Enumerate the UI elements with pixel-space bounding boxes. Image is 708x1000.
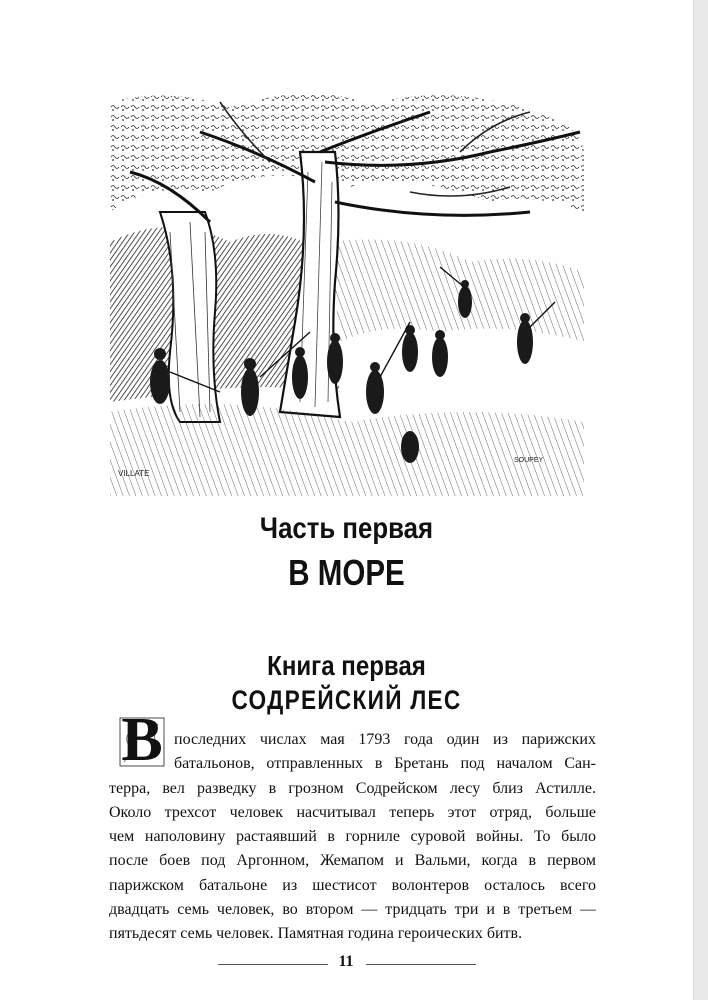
forest-engraving-icon [110, 92, 584, 496]
book-subtitle: СОДРЕЙСКИЙ ЛЕС [231, 685, 462, 715]
forest-engraving-illustration [110, 92, 584, 496]
text-line: парижском батальоне из шестисот волонтеров осталось всего [109, 876, 596, 894]
text-line: пятьдесят семь человек. Памятная година героических битв. [109, 925, 523, 943]
text-line: батальонов, отправленных в Бретань под началом Сан- [174, 755, 596, 773]
page-footer [0, 952, 693, 976]
text-line: терра, вел разведку в грозном Содрейском лесу близ Астилле. [109, 779, 596, 797]
text-line: Около трехсот человек насчитывал теперь этот отряд, больше [109, 803, 596, 821]
text-line: чем наполовину растаявший в горниле суровой войны. То было [109, 828, 596, 846]
page-number: 11 [338, 953, 354, 970]
text-line: после боев под Аргонном, Жемапом и Вальми, когда в первом [109, 852, 596, 870]
part-subtitle: В МОРЕ [288, 552, 405, 593]
part-title: Часть первая [259, 512, 434, 545]
text-line: двадцать семь человек, во втором — тридцать три и в третьем — [109, 901, 596, 919]
footer-rule-left [218, 964, 328, 965]
text-line: последних числах мая 1793 года один из парижских [174, 731, 596, 748]
footer-rule-right [366, 964, 476, 965]
artist-signature-right: SOUPEY [514, 457, 544, 464]
body-paragraph [109, 728, 596, 947]
artist-signature-left: VILLATE [118, 469, 150, 478]
dropcap-letter: В [121, 706, 163, 774]
book-title: Книга первая [267, 650, 426, 681]
